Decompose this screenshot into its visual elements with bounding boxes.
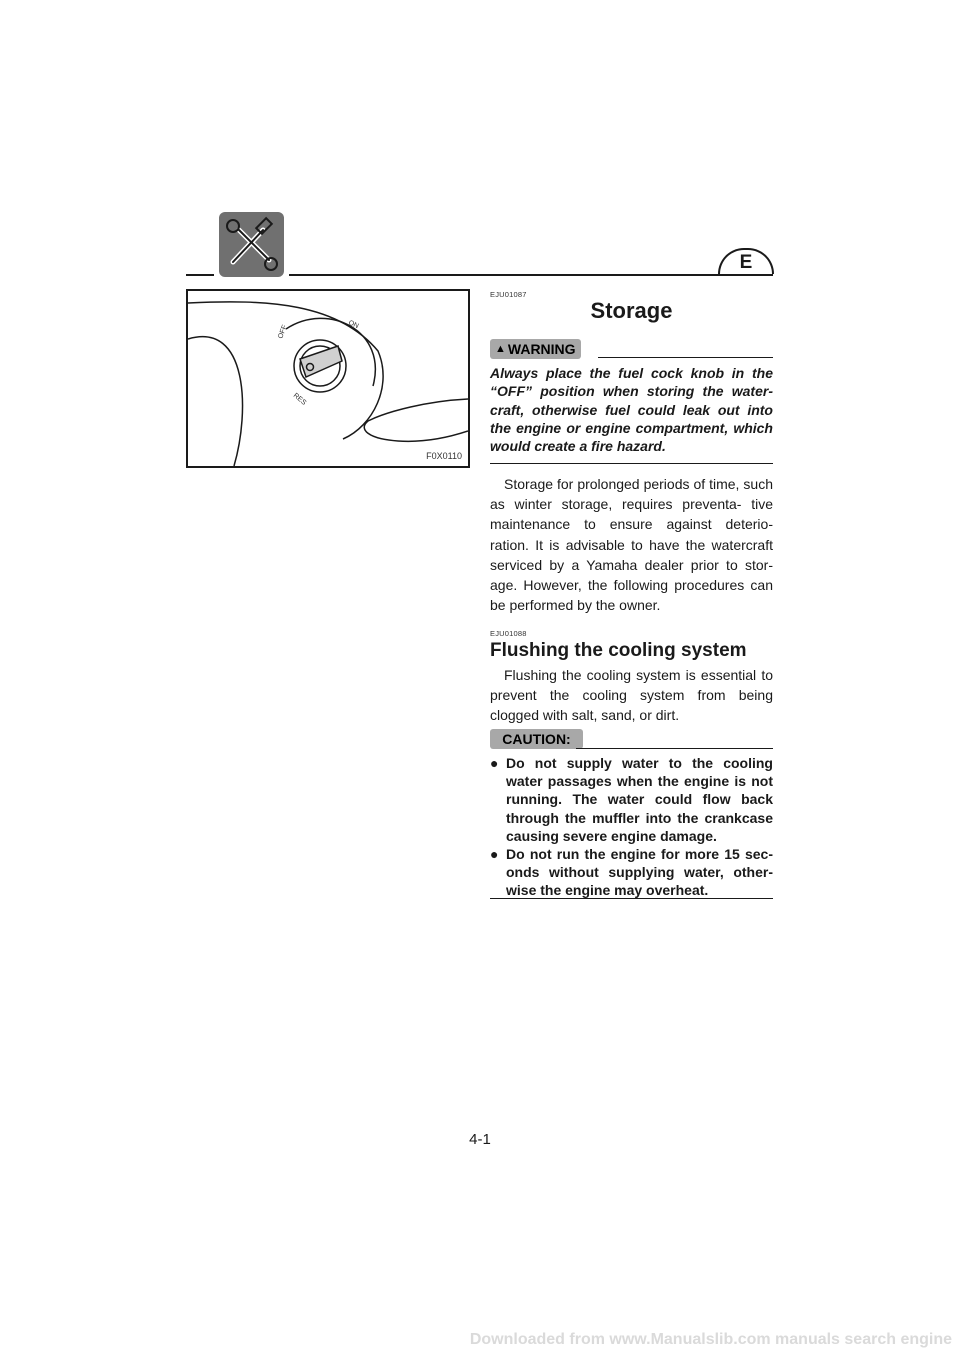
storage-body: Storage for prolonged periods of time, such as winter storage, requires preventa- tive maintenance to ensure against deterio- ration. It is advisable to have the watercraft serviced by a Yamaha dealer prior to stor- age. However, the following procedures can be performed by the owner. <box>490 476 773 614</box>
page-number: 4-1 <box>469 1131 491 1148</box>
tools-icon <box>219 212 284 277</box>
flushing-code: EJU01088 <box>490 629 527 638</box>
header-rule-right <box>289 274 773 276</box>
warning-rule <box>598 357 773 358</box>
language-badge: E <box>718 248 774 274</box>
bullet-icon: ● <box>490 755 499 771</box>
caution-badge: CAUTION: <box>490 729 583 749</box>
caution-list <box>490 754 773 900</box>
bullet-icon: ● <box>490 846 499 863</box>
warning-icon: ▲ <box>495 343 506 355</box>
list-item: ● Do not run the engine for more 15 sec- onds without supplying water, other- wise the engine may overheat. <box>490 846 773 899</box>
flushing-body: Flushing the cooling system is essential to prevent the cooling system from being clogged with salt, sand, or dirt. <box>490 667 773 724</box>
fuel-cock-illustration <box>186 289 470 468</box>
footer-brand: Downloaded from www.Manualslib.com manuals search engine <box>469 1331 952 1348</box>
warning-text: Always place the fuel cock knob in the “OFF” position when storing the water- craft, otherwise fuel could leak out into the engine or engine compartment, which would create a fire hazard. <box>490 365 773 455</box>
caution-rule <box>576 748 773 749</box>
dial-label-res: RES <box>291 392 308 407</box>
figure-code: F0X0110 <box>426 451 462 461</box>
list-item: ● Do not supply water to the cooling water passages when the engine is not running. The water could flow back through the muffler into the crankcase causing severe engine damage. <box>490 755 773 844</box>
dial-label-on: ON <box>347 319 360 331</box>
warning-badge <box>490 339 581 359</box>
dial-label-off: OFF <box>277 324 289 340</box>
subsection-title: Flushing the cooling system <box>490 640 747 661</box>
storage-code: EJU01087 <box>490 290 527 299</box>
header-rule-left <box>186 274 214 276</box>
caution-end-rule <box>490 898 773 899</box>
warning-end-rule <box>490 463 773 464</box>
warning-label: WARNING <box>507 341 576 357</box>
section-title: Storage <box>590 298 673 323</box>
